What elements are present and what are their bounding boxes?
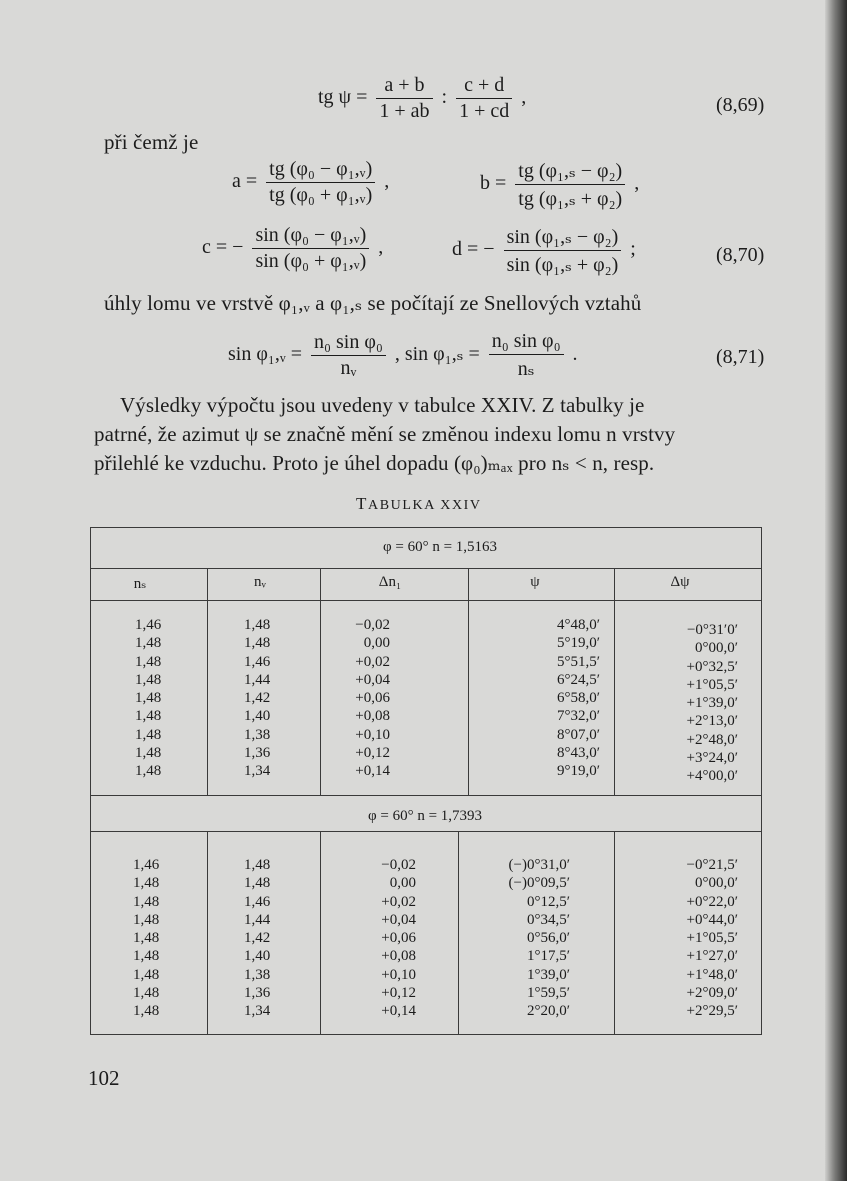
table-divider-3-block1 (468, 600, 469, 795)
table-cell-nv: 1,48 (244, 875, 271, 892)
eq870-a-lhs: a = (232, 170, 258, 193)
table-rule-column-header (90, 600, 762, 601)
table-cell-dpsi: +2°48,0′ (686, 731, 738, 748)
table-caption-rest: ABULKA XXIV (367, 498, 482, 513)
table-cell-dn: +0,02 (355, 653, 390, 670)
eq869-tail: , (521, 86, 527, 109)
table-cell-dn: +0,12 (355, 745, 390, 762)
table-cell-psi: 0°56,0′ (526, 930, 570, 947)
table-cell-ns: 1,48 (135, 763, 162, 780)
table-cell-dn: +0,14 (381, 1003, 416, 1020)
table-cell-nv: 1,38 (244, 966, 271, 983)
eq870-a-tail: , (384, 170, 390, 193)
eq870-c-lhs: c = − (202, 236, 244, 259)
paragraph-line-1: Výsledky výpočtu jsou uvedeny v tabulce XXIV. Z tabulky je (120, 393, 645, 417)
table-cell-nv: 1,42 (244, 930, 271, 947)
table-cell-psi: 1°59,5′ (526, 985, 570, 1002)
table-cell-psi: 0°34,5′ (526, 911, 570, 928)
eq870-c-numerator: sin (φ₀ − φ₁,ᵥ) (252, 224, 369, 249)
table-cell-ns: 1,48 (135, 671, 162, 688)
table-cell-nv: 1,34 (244, 1003, 271, 1020)
table-cell-ns: 1,48 (135, 635, 162, 652)
table-cell-nv: 1,40 (244, 948, 271, 965)
eq870-d-denominator: sin (φ₁,ₛ + φ₂) (506, 254, 619, 276)
eq870-c-tail: , (378, 236, 384, 259)
block1-column-dn1 (340, 616, 390, 781)
table-cell-dpsi: +1°27,0′ (686, 948, 738, 965)
eq870-d-lhs: d = − (452, 238, 495, 261)
equation-a (232, 158, 389, 207)
table-caption (356, 494, 482, 514)
book-spine-shadow (825, 0, 847, 1181)
table-cell-nv: 1,48 (244, 617, 271, 633)
eq870-b-denominator: tg (φ₁,ₛ + φ₂) (518, 188, 623, 210)
column-header-dn1: Δn₁ (378, 574, 402, 590)
table-cell-dpsi: +2°29,5′ (686, 1003, 738, 1020)
snell-intro-text: úhly lomu ve vrstvě φ₁,ᵥ a φ₁,ₛ se počítají ze Snellových vztahů (104, 291, 642, 315)
table-cell-nv: 1,46 (244, 893, 271, 910)
table-cell-dpsi: +1°05,5′ (686, 676, 738, 693)
table-cell-dn: +0,02 (381, 893, 416, 910)
table-cell-dpsi: +0°32,5′ (686, 658, 738, 675)
equation-d (452, 224, 636, 277)
table-cell-dn: −0,02 (355, 617, 390, 633)
table-cell-dn: +0,12 (381, 985, 416, 1002)
eq870-b-fraction (515, 158, 625, 211)
eq870-b-tail: , (634, 172, 640, 195)
eq871-tail: . (572, 343, 578, 366)
table-cell-ns: 1,48 (133, 948, 160, 965)
block2-column-psi (470, 856, 570, 1021)
table-cell-nv: 1,38 (244, 726, 271, 743)
eq870-c-fraction (252, 224, 369, 273)
intro-text: při čemž je (104, 130, 199, 154)
table-cell-dpsi: 0°00,0′ (694, 640, 738, 657)
table-cell-nv: 1,40 (244, 708, 271, 725)
eq870-d-fraction (504, 224, 622, 277)
table-cell-dn: +0,10 (381, 966, 416, 983)
equation-number-8-69: (8,69) (716, 94, 765, 116)
eq869-fraction-1 (376, 74, 432, 123)
table-cell-nv: 1,44 (244, 911, 271, 928)
table-divider-1-head (207, 568, 208, 600)
eq869-fraction-2 (456, 74, 512, 123)
equation-b (480, 158, 639, 211)
table-rule-top-header (90, 568, 762, 569)
table-cell-dn: +0,06 (355, 690, 390, 707)
eq871-fraction-1 (311, 331, 386, 380)
table-divider-1-block2 (207, 831, 208, 1035)
table-cell-psi: 5°19,0′ (556, 635, 600, 652)
table-cell-psi: 6°58,0′ (556, 690, 600, 707)
table-cell-ns: 1,48 (135, 745, 162, 762)
eq870-a-fraction (266, 158, 375, 207)
eq870-b-lhs: b = (480, 172, 507, 195)
table-cell-dn: 0,00 (389, 875, 416, 892)
eq869-f1-numerator: a + b (376, 74, 432, 99)
paragraph-line-2: patrné, že azimut ψ se značně mění se změnou indexu lomu n vrstvy (94, 422, 676, 446)
block2-column-dpsi (620, 856, 738, 1021)
table-cell-ns: 1,46 (133, 857, 160, 873)
eq871-fraction-2 (489, 330, 564, 381)
equation-c (202, 224, 383, 273)
column-header-ns: nₛ (133, 576, 147, 592)
table-cell-psi: 5°51,5′ (556, 653, 600, 670)
equation-8-69 (318, 74, 526, 123)
column-header-psi: ψ (530, 574, 540, 590)
eq870-b-numerator: tg (φ₁,ₛ − φ₂) (515, 158, 625, 185)
table-cell-dpsi: 0°00,0′ (694, 875, 738, 892)
table-divider-1-block1 (207, 600, 208, 795)
table-cell-psi: 7°32,0′ (556, 708, 600, 725)
eq869-f1-denominator: 1 + ab (379, 100, 430, 122)
table-divider-2-block2 (320, 831, 321, 1035)
table-rule-block1-end (90, 795, 762, 796)
block1-column-dpsi (620, 621, 738, 786)
table-cell-psi: 4°48,0′ (556, 617, 600, 633)
block2-column-dn1 (340, 856, 416, 1021)
eq869-f2-denominator: 1 + cd (459, 100, 510, 122)
eq869-f2-numerator: c + d (456, 74, 512, 99)
table-cell-nv: 1,44 (244, 671, 271, 688)
table-cell-nv: 1,36 (244, 985, 271, 1002)
equation-number-8-71: (8,71) (716, 346, 765, 368)
block2-header: φ = 60° n = 1,7393 (367, 808, 483, 824)
eq870-c-denominator: sin (φ₀ + φ₁,ᵥ) (255, 250, 367, 272)
table-cell-psi: 1°39,0′ (526, 966, 570, 983)
table-cell-dpsi: +2°09,0′ (686, 985, 738, 1002)
table-cell-dpsi: −0°21,5′ (686, 857, 738, 873)
table-cell-dpsi: +0°44,0′ (686, 911, 738, 928)
table-cell-dpsi: +3°24,0′ (686, 750, 738, 767)
table-divider-3-head (468, 568, 469, 600)
eq871-middle: , sin φ₁,ₛ = (394, 343, 480, 366)
table-cell-dpsi: +1°39,0′ (686, 695, 738, 712)
table-cell-dn: +0,08 (355, 708, 390, 725)
page-number: 102 (88, 1066, 120, 1090)
eq869-separator: : (441, 86, 448, 109)
table-cell-ns: 1,48 (135, 726, 162, 743)
paragraph-line-3: přilehlé ke vzduchu. Proto je úhel dopadu (φ₀)ₘₐₓ pro nₛ < n, resp. (94, 451, 655, 475)
table-cell-ns: 1,48 (135, 690, 162, 707)
eq870-d-tail: ; (630, 238, 636, 261)
table-cell-psi: 8°07,0′ (556, 726, 600, 743)
table-cell-dpsi: +1°48,0′ (686, 966, 738, 983)
table-cell-dn: −0,02 (381, 857, 416, 873)
table-cell-psi: 8°43,0′ (556, 745, 600, 762)
table-cell-nv: 1,46 (244, 653, 271, 670)
table-divider-4-head (614, 568, 615, 600)
table-cell-dn: +0,10 (355, 726, 390, 743)
table-cell-psi: (−)0°09,5′ (508, 875, 570, 892)
table-cell-ns: 1,46 (135, 617, 162, 633)
table-divider-3-block2 (458, 831, 459, 1035)
table-cell-dn: +0,04 (355, 671, 390, 688)
table-cell-psi: (−)0°31,0′ (508, 857, 570, 873)
block2-column-nv (244, 856, 270, 1021)
table-cell-ns: 1,48 (133, 966, 160, 983)
table-cell-nv: 1,34 (244, 763, 271, 780)
block1-column-nv (244, 616, 270, 781)
table-cell-ns: 1,48 (133, 1003, 160, 1020)
table-cell-ns: 1,48 (135, 708, 162, 725)
table-cell-dpsi: +4°00,0′ (686, 768, 738, 785)
table-cell-nv: 1,48 (244, 857, 271, 873)
block2-column-ns (133, 856, 159, 1021)
table-cell-psi: 2°20,0′ (526, 1003, 570, 1020)
table-cell-dpsi: −0°31′0′ (686, 622, 738, 638)
table-divider-4-block1 (614, 600, 615, 795)
table-cell-psi: 0°12,5′ (526, 893, 570, 910)
table-cell-dn: +0,06 (381, 930, 416, 947)
column-header-nv: nᵥ (254, 574, 266, 590)
eq871-f1-numerator: n₀ sin φ₀ (311, 331, 386, 356)
eq869-lhs: tg ψ = (318, 86, 368, 109)
table-cell-dn: 0,00 (363, 635, 390, 652)
table-cell-dn: +0,04 (381, 911, 416, 928)
table-cell-psi: 1°17,5′ (526, 948, 570, 965)
table-divider-4-block2 (614, 831, 615, 1035)
eq871-f1-denominator: nᵥ (340, 357, 357, 379)
table-cell-dpsi: +0°22,0′ (686, 893, 738, 910)
equation-number-8-70: (8,70) (716, 244, 765, 266)
eq871-f2-numerator: n₀ sin φ₀ (489, 330, 564, 355)
eq871-f2-denominator: nₛ (517, 358, 535, 380)
table-cell-ns: 1,48 (133, 911, 160, 928)
table-cell-dn: +0,08 (381, 948, 416, 965)
table-cell-dpsi: +2°13,0′ (686, 713, 738, 730)
block1-header: φ = 60° n = 1,5163 (382, 539, 498, 555)
table-cell-nv: 1,36 (244, 745, 271, 762)
eq870-a-numerator: tg (φ₀ − φ₁,ᵥ) (266, 158, 375, 183)
equation-8-71 (228, 330, 578, 381)
table-cell-ns: 1,48 (133, 875, 160, 892)
table-cell-nv: 1,42 (244, 690, 271, 707)
table-cell-dpsi: +1°05,5′ (686, 930, 738, 947)
block1-column-psi (480, 616, 600, 781)
table-cell-psi: 6°24,5′ (556, 671, 600, 688)
column-header-dpsi: Δψ (670, 574, 690, 590)
table-caption-prefix: T (356, 494, 368, 513)
eq871-lhs: sin φ₁,ᵥ = (228, 343, 303, 366)
eq870-a-denominator: tg (φ₀ + φ₁,ᵥ) (269, 184, 373, 206)
table-cell-ns: 1,48 (133, 930, 160, 947)
table-divider-2-head (320, 568, 321, 600)
eq870-d-numerator: sin (φ₁,ₛ − φ₂) (504, 224, 622, 251)
table-rule-block2-header (90, 831, 762, 832)
table-cell-dn: +0,14 (355, 763, 390, 780)
table-cell-ns: 1,48 (133, 985, 160, 1002)
table-divider-2-block1 (320, 600, 321, 795)
table-cell-psi: 9°19,0′ (556, 763, 600, 780)
block1-column-ns (135, 616, 161, 781)
table-cell-ns: 1,48 (135, 653, 162, 670)
table-cell-nv: 1,48 (244, 635, 271, 652)
table-cell-ns: 1,48 (133, 893, 160, 910)
